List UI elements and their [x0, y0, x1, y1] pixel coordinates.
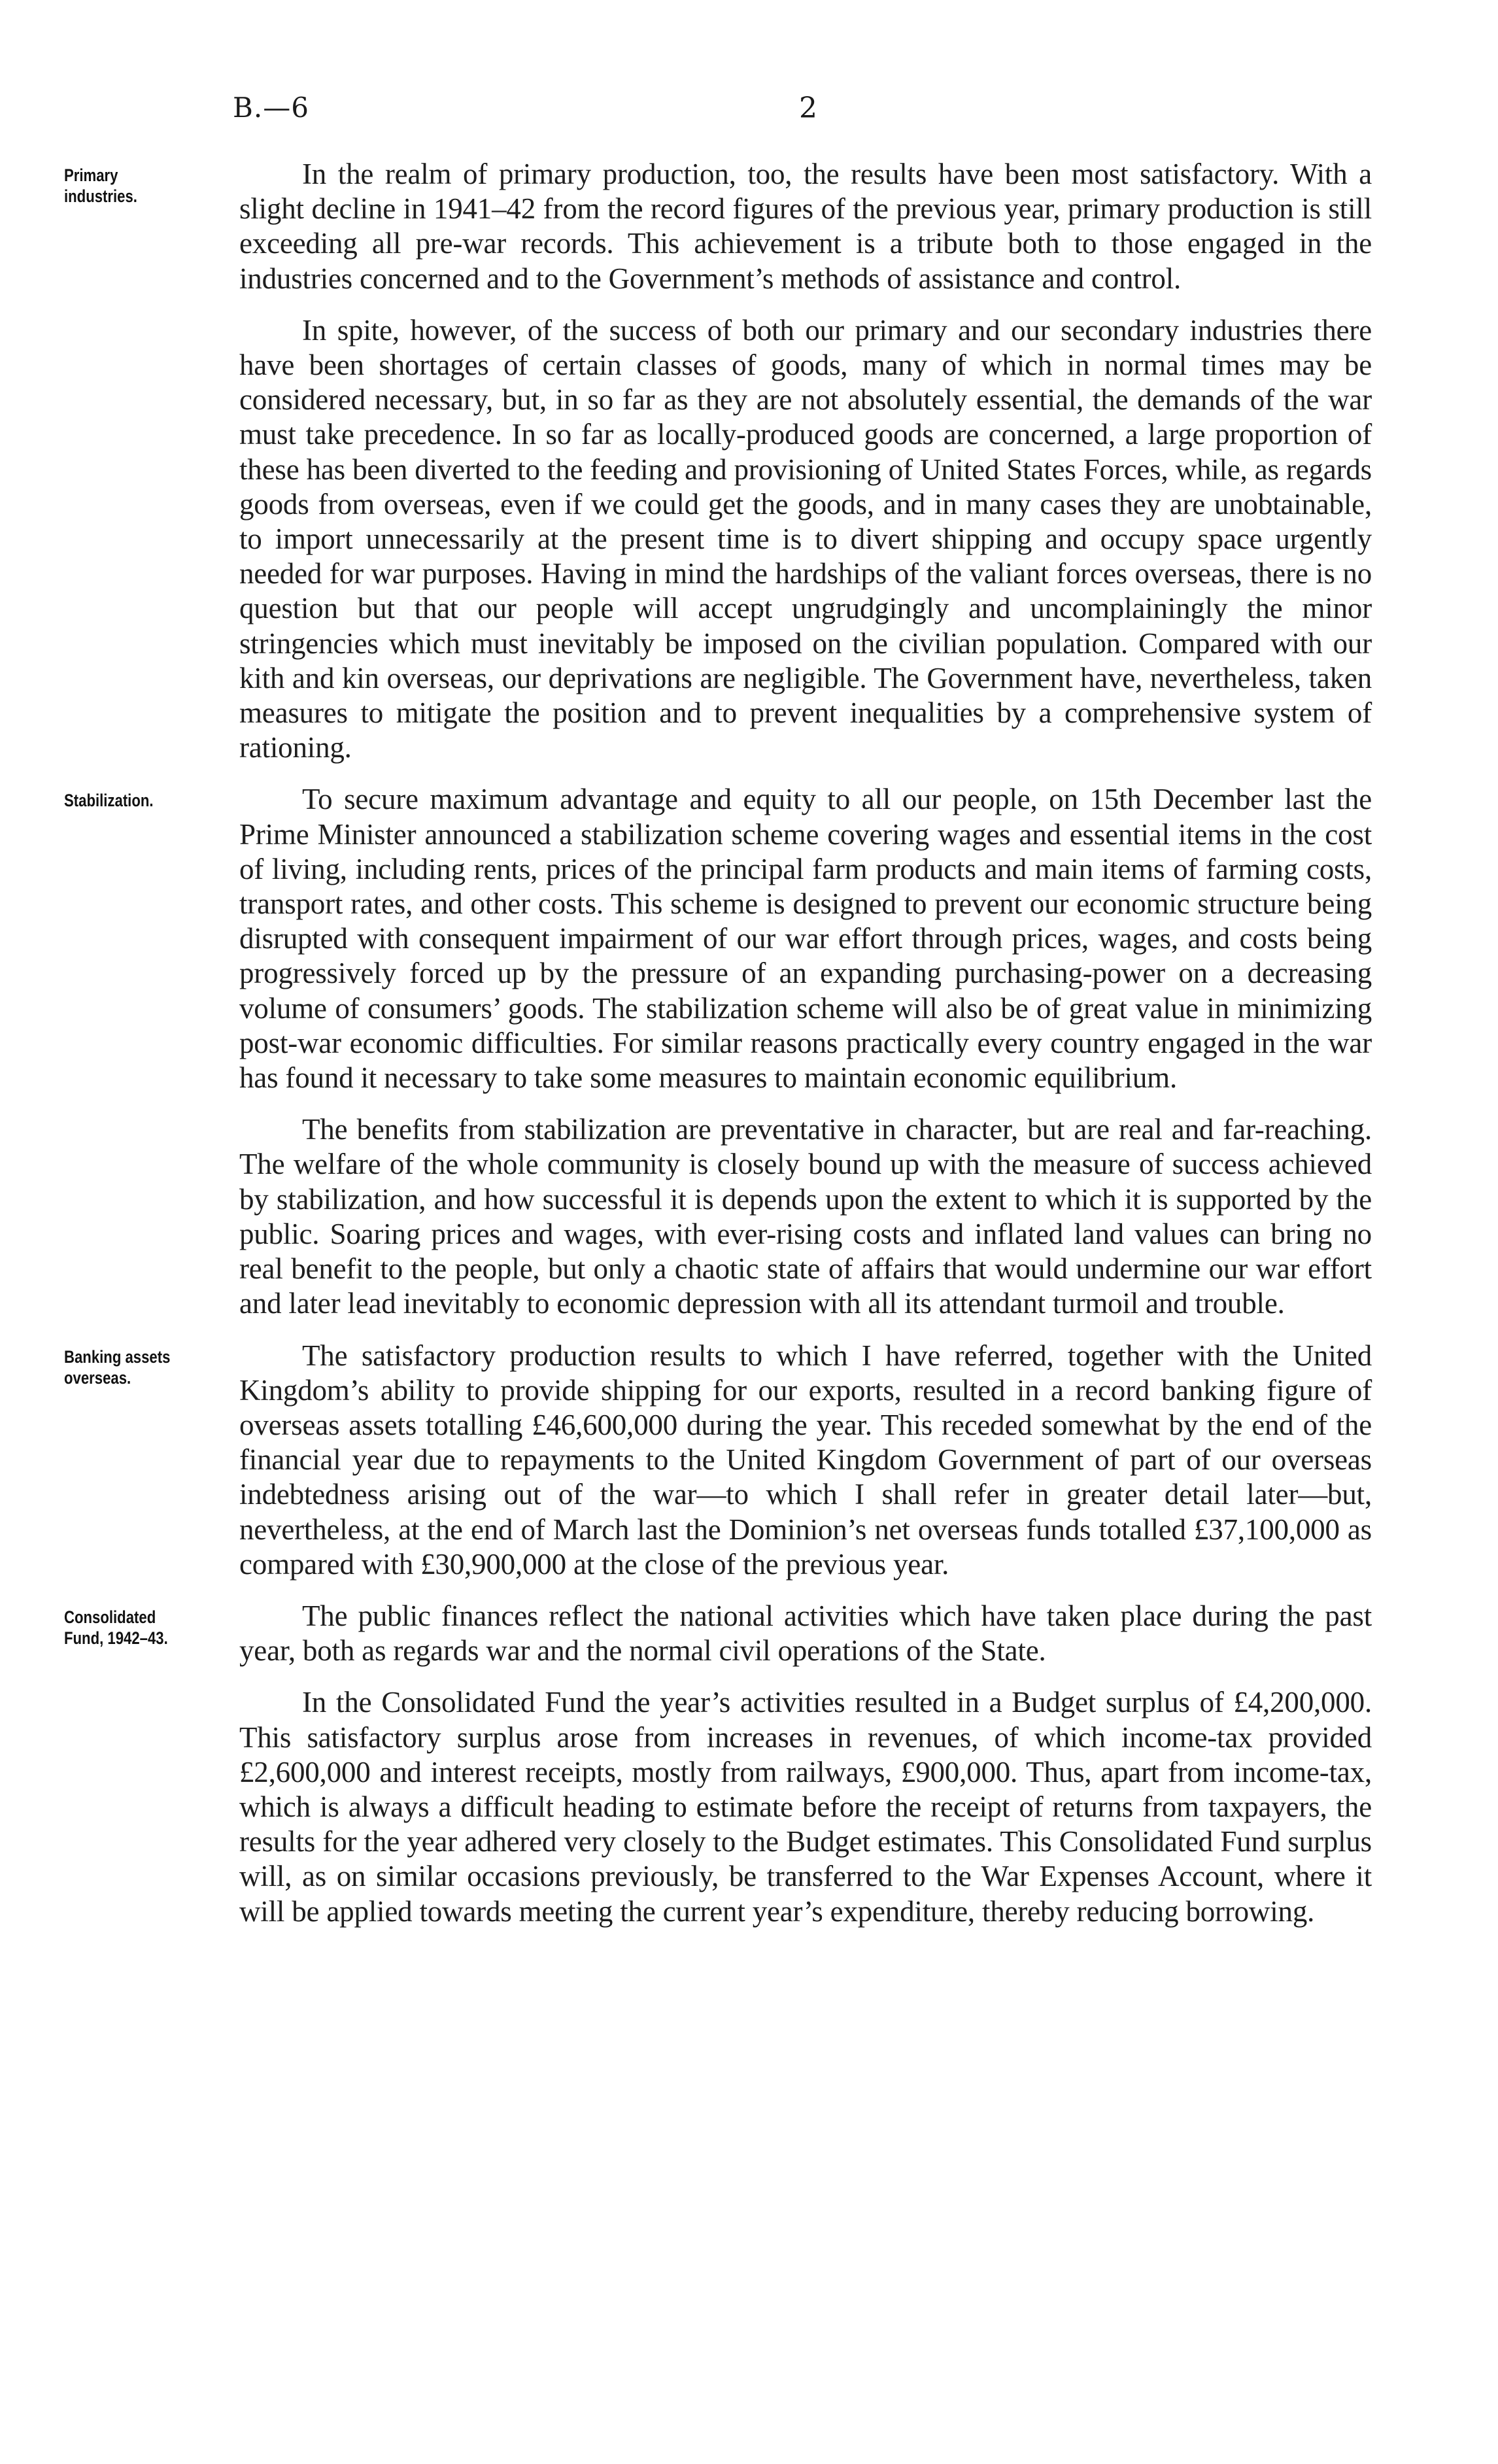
sidenote-primary-industries — [64, 165, 198, 207]
paragraph: The public finances reflect the national activities which have taken place during the past year, both as regards war and the normal civil operations of the State. — [239, 1599, 1372, 1668]
paragraph: To secure maximum advantage and equity to all our people, on 15th December last the Prime Minister announced a stabilization scheme covering wages and essential items in the cost of living, including rents, prices of the principal farm products and main items of farming costs, transport rates, and other costs. This scheme is designed to prevent our economic structure being disrupted with consequent impairment of our war effort through prices, wages, and costs being progressively forced up by the pressure of an expanding purchasing-power on a decreasing volume of consumers’ goods. The stabilization scheme will also be of great value in minimizing post-war economic difficulties. For similar reasons practically every country engaged in the war has found it necessary to take some measures to maintain economic equilibrium. — [239, 783, 1372, 1095]
paragraph: In the Consolidated Fund the year’s activities resulted in a Budget surplus of £4,200,000. This satisfactory surplus arose from increases in revenues, of which income-tax provided £2,600,000 and interest receipts, mostly from railways, £900,000. Thus, apart from income-tax, which is always a difficult heading to estimate before the receipt of returns from taxpayers, the results for the year adhered very closely to the Budget estimates. This Consolidated Fund surplus will, as on similar occasions previously, be transferred to the War Expenses Account, where it will be applied towards meeting the current year’s expenditure, thereby reducing borrowing. — [239, 1686, 1372, 1928]
sidenote-line: industries. — [64, 186, 137, 206]
sidenote-line: Stabilization. — [64, 791, 154, 811]
sidenote-consolidated-fund — [64, 1607, 198, 1649]
page-number: 2 — [799, 92, 817, 125]
document-reference: B.—6 — [233, 92, 309, 124]
sidenote-line: Consolidated — [64, 1607, 156, 1627]
page-header — [0, 85, 1498, 131]
sidenote-line: Fund, 1942–43. — [64, 1628, 168, 1648]
sidenote-line: Primary — [64, 165, 118, 185]
sidenote-line: overseas. — [64, 1367, 131, 1388]
paragraph: In the realm of primary production, too, the results have been most satisfactory. With a slight decline in 1941–42 from the record figures of the previous year, primary production is still exceeding all pre-war records. This achievement is a tribute both to those engaged in the industries concerned and to the Government’s methods of assistance and control. — [239, 158, 1372, 295]
sidenote-stabilization — [64, 790, 198, 811]
section-primary-industries — [0, 157, 1498, 765]
section-banking-assets-overseas — [0, 1339, 1498, 1582]
sidenote-banking-assets — [64, 1346, 198, 1388]
paragraph: The benefits from stabilization are preventative in character, but are real and far-reaching. The welfare of the whole community is closely bound up with the measure of success achieved by stabilization, and how successful it is depends upon the extent to which it is supported by the public. Soaring prices and wages, with ever-rising costs and inflated land values can bring no real benefit to the people, but only a chaotic state of affairs that would undermine our war effort and later lead inevitably to economic depression with all its attendant turmoil and trouble. — [239, 1113, 1372, 1320]
sidenote-line: Banking assets — [64, 1346, 171, 1367]
section-consolidated-fund — [0, 1599, 1498, 1929]
paragraph: The satisfactory production results to which I have referred, together with the United Kingdom’s ability to provide shipping for our exports, resulted in a record banking figure of overseas assets totalling £46,600,000 during the year. This receded somewhat by the end of the financial year due to repayments to the United Kingdom Government of part of our overseas indebtedness arising out of the war—to which I shall refer in greater detail later—but, nevertheless, at the end of March last the Dominion’s net overseas funds totalled £37,100,000 as compared with £30,900,000 at the close of the previous year. — [239, 1339, 1372, 1581]
section-stabilization — [0, 782, 1498, 1321]
document-body — [0, 157, 1498, 1946]
paragraph: In spite, however, of the success of both our primary and our secondary industries there have been shortages of certain classes of goods, many of which in normal times may be considered necessary, but, in so far as they are not absolutely essential, the demands of the war must take precedence. In so far as locally-produced goods are concerned, a large proportion of these has been diverted to the feeding and provisioning of United States Forces, while, as regards goods from overseas, even if we could get the goods, and in many cases they are unobtainable, to import unnecessarily at the present time is to divert shipping and occupy space urgently needed for war purposes. Having in mind the hardships of the valiant forces overseas, there is no question but that our people will accept ungrudgingly and uncomplainingly the minor stringencies which must inevitably be imposed on the civilian population. Compared with our kith and kin overseas, our deprivations are negligible. The Government have, nevertheless, taken measures to mitigate the position and to prevent inequalities by a comprehensive system of rationing. — [239, 313, 1372, 764]
